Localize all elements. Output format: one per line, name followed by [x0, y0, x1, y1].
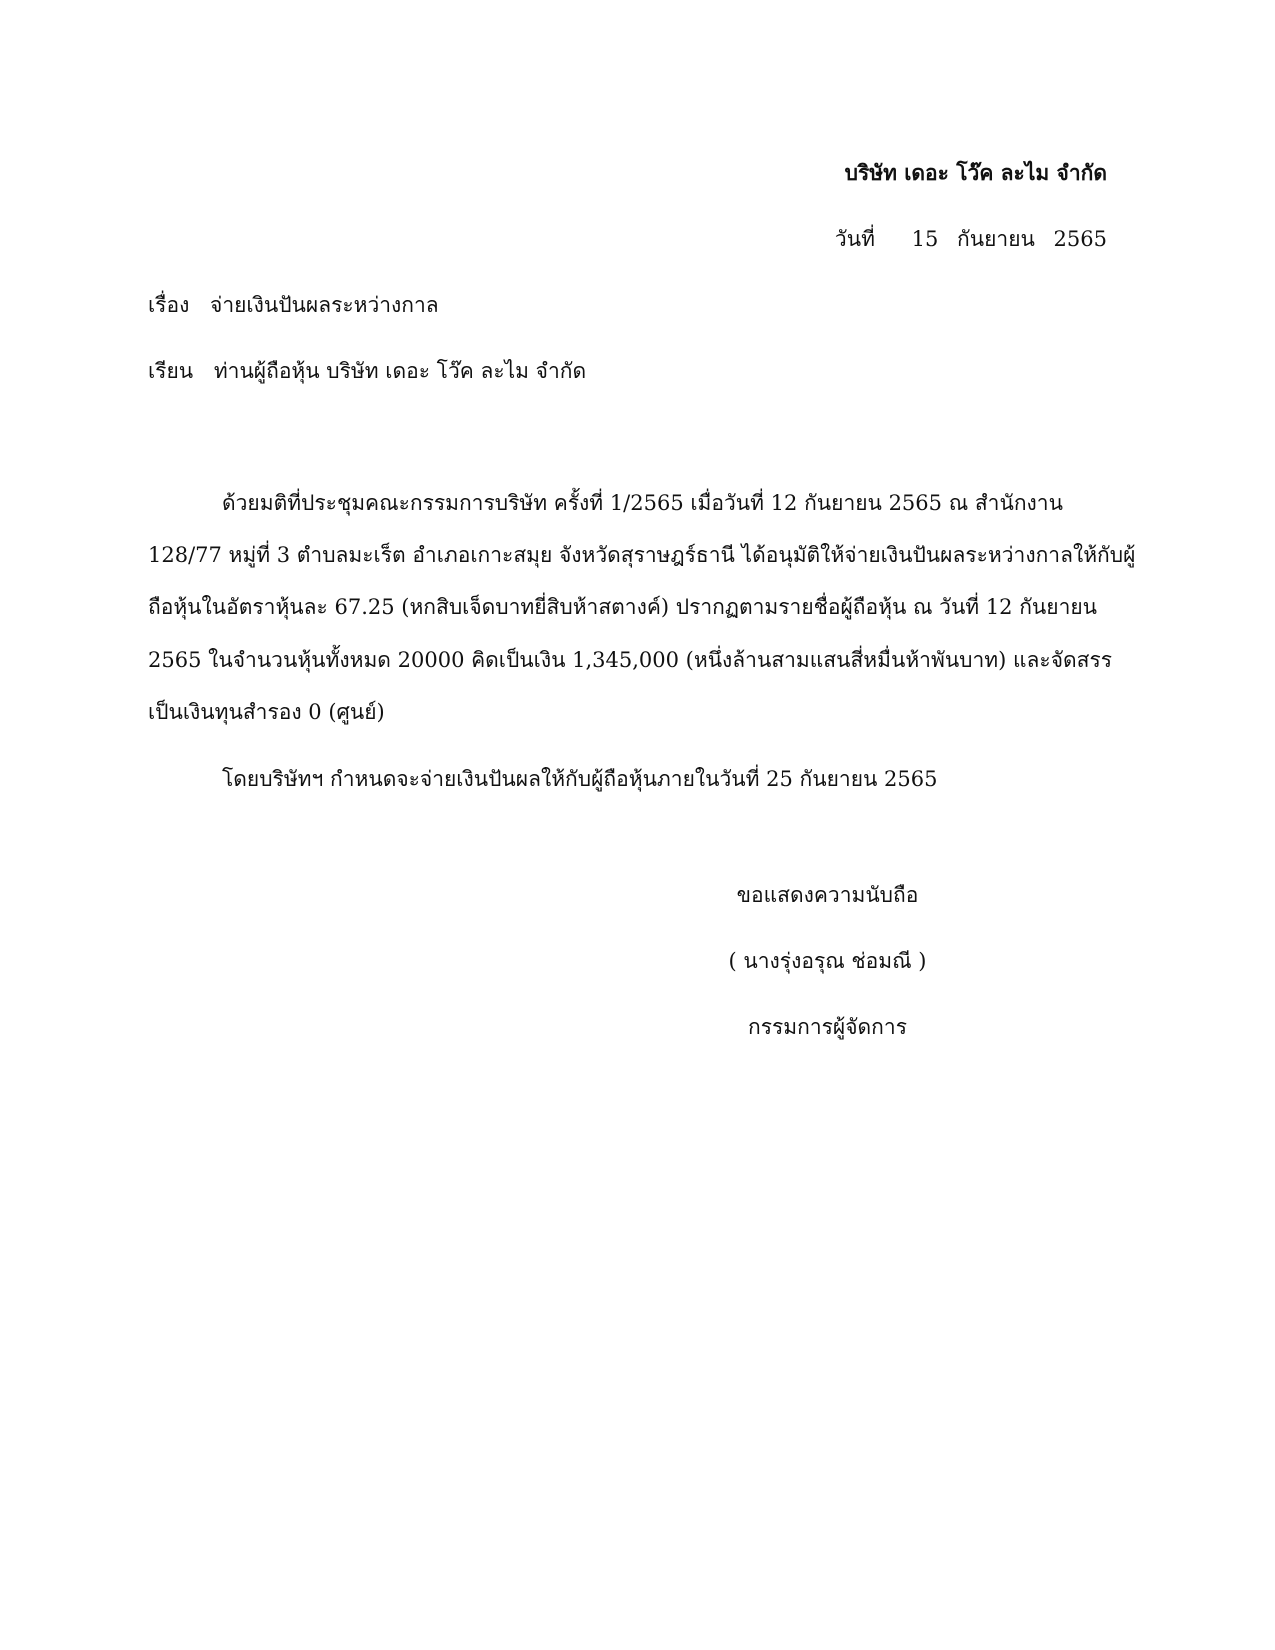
company-name: บริษัท เดอะ โว๊ค ละไม จำกัด: [844, 160, 1107, 185]
subject-line: [148, 290, 439, 320]
date-year: 2565: [1053, 227, 1107, 251]
body-paragraph-line: 2565 ในจำนวนหุ้นทั้งหมด 20000 คิดเป็นเงิน 1,345,000 (หนึ่งล้านสามแสนสี่หมื่นห้าพันบาท) และจัดสรร: [148, 648, 1113, 672]
salutation-line: [148, 356, 586, 386]
subject-label: เรื่อง: [148, 293, 190, 317]
signer-name: ( นางรุ่งอรุณ ช่อมณี ): [728, 949, 927, 973]
body-paragraph-line: ถือหุ้นในอัตราหุ้นละ 67.25 (หกสิบเจ็ดบาทยี่สิบห้าสตางค์) ปรากฏตามรายชื่อผู้ถือหุ้น ณ วันที่ 12 กันยายน: [148, 595, 1098, 619]
date-day: 15: [911, 227, 939, 251]
subject-text: จ่ายเงินปันผลระหว่างกาล: [210, 293, 439, 317]
date-label: วันที่: [834, 227, 875, 251]
letter-date: [835, 224, 1107, 254]
body-paragraph-line: 128/77 หมู่ที่ 3 ตำบลมะเร็ต อำเภอเกาะสมุย จังหวัดสุราษฎร์ธานี ได้อนุมัติให้จ่ายเงินปันผลระหว่างกาลให้กับผู้: [148, 543, 1136, 567]
salutation-text: ท่านผู้ถือหุ้น บริษัท เดอะ โว๊ค ละไม จำกัด: [213, 359, 587, 383]
closing-regards: ขอแสดงความนับถือ: [736, 883, 919, 907]
salutation-label: เรียน: [148, 359, 194, 383]
body-paragraph-line: ด้วยมติที่ประชุมคณะกรรมการบริษัท ครั้งที่ 1/2565 เมื่อวันที่ 12 กันยายน 2565 ณ สำนักงาน: [222, 491, 1063, 515]
payment-paragraph: โดยบริษัทฯ กำหนดจะจ่ายเงินปันผลให้กับผู้ถือหุ้นภายในวันที่ 25 กันยายน 2565: [222, 767, 938, 791]
body-paragraph-line: เป็นเงินทุนสำรอง 0 (ศูนย์): [148, 700, 385, 724]
signer-title: กรรมการผู้จัดการ: [748, 1015, 907, 1039]
date-month: กันยายน: [957, 227, 1035, 251]
